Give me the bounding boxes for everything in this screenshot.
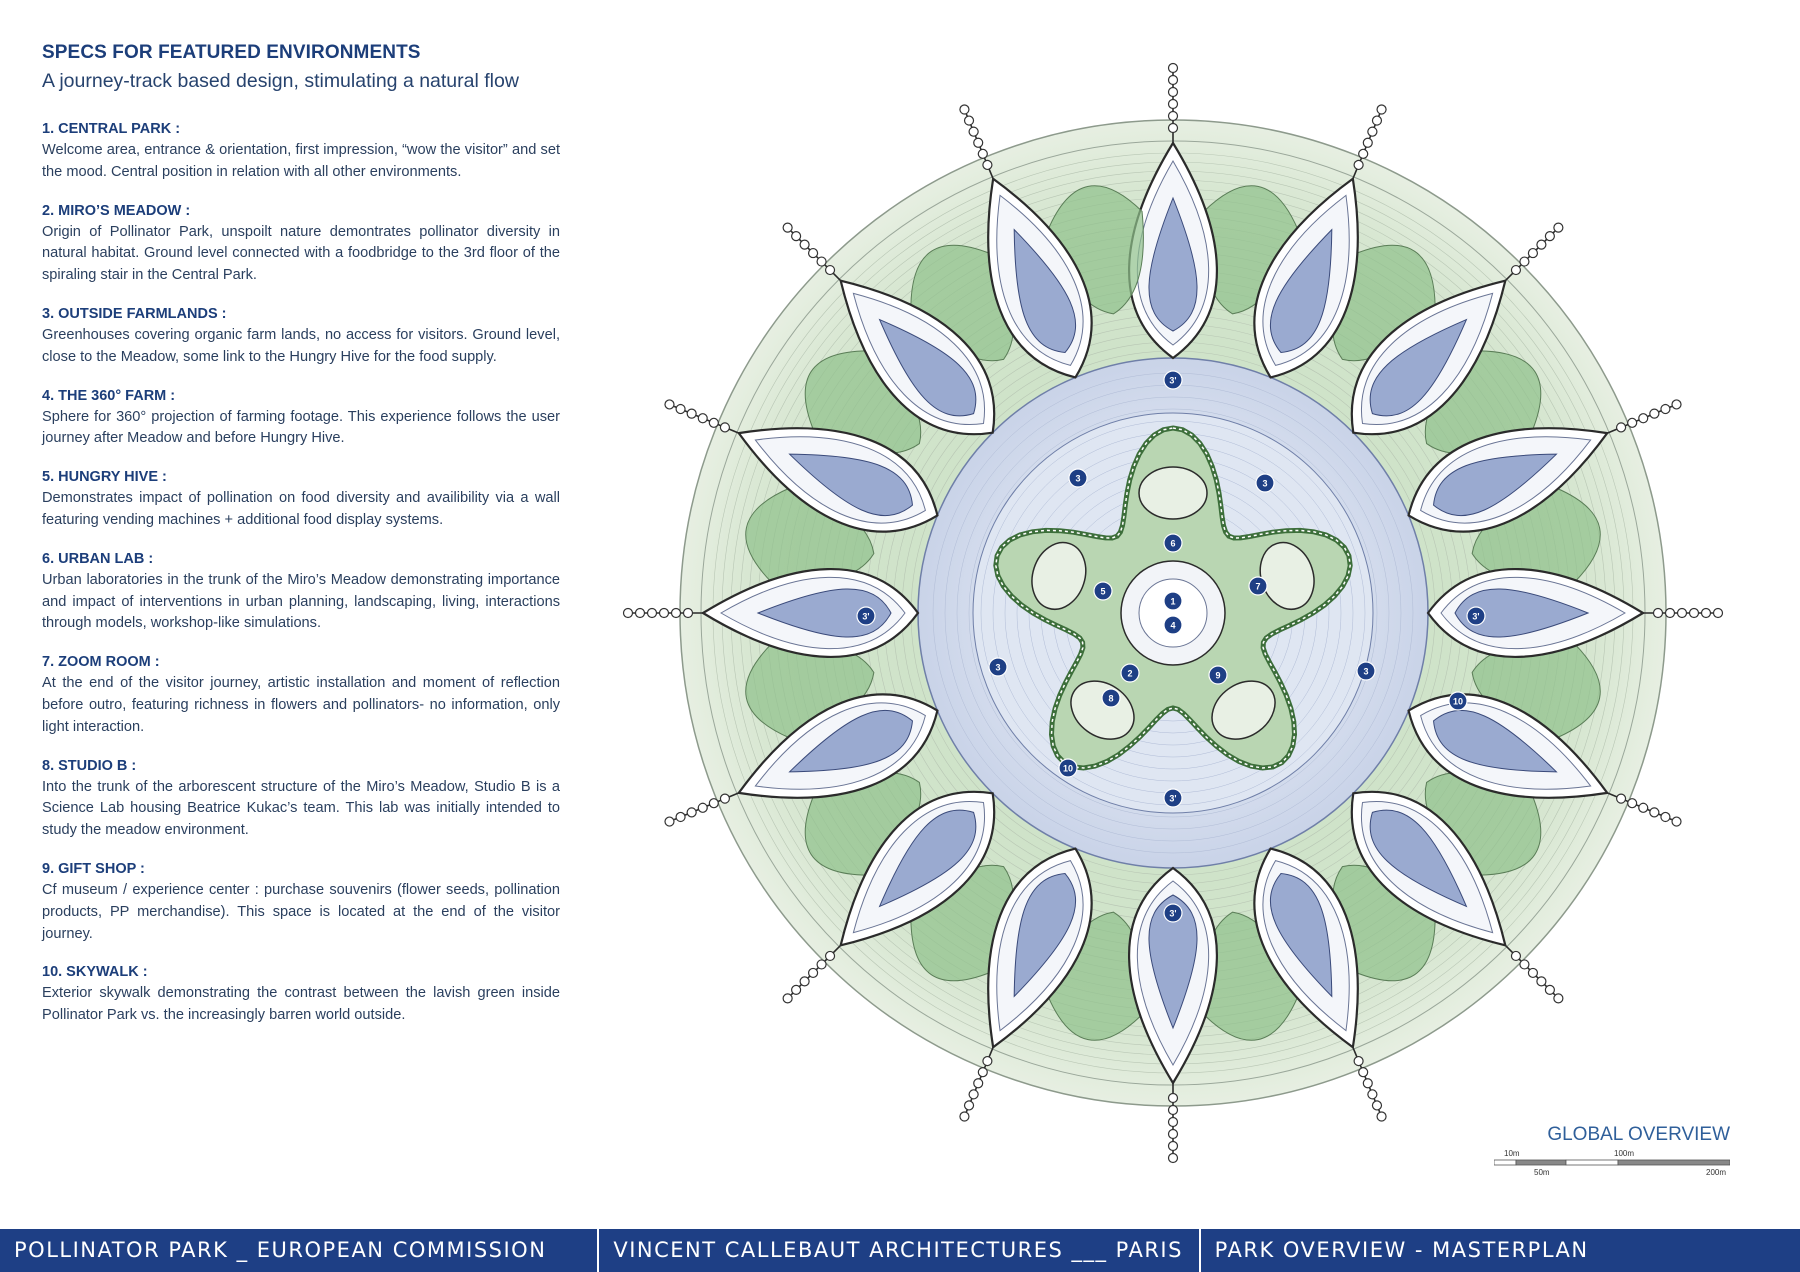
marker-outer-farmland-label: 3'	[862, 611, 870, 622]
environment-item-zoom-room	[42, 654, 560, 738]
skywalk-bead	[968, 126, 980, 138]
skywalk-bead	[660, 609, 669, 618]
marker-outer-farmland-label: 3'	[1169, 375, 1177, 386]
skywalk-bead	[664, 399, 676, 411]
marker-skywalk-label: 10	[1062, 763, 1074, 774]
skywalk-bead	[1169, 76, 1178, 85]
marker-outer-farmland-label: 3'	[1169, 793, 1177, 804]
skywalk-bead	[686, 806, 698, 818]
environment-title: 10. SKYWALK :	[42, 964, 148, 981]
global-overview-label: GLOBAL OVERVIEW	[1547, 1124, 1730, 1145]
skywalk-bead	[636, 609, 645, 618]
skywalk-bead	[963, 115, 975, 127]
skywalk-bead	[672, 609, 681, 618]
marker-hungry-hive-label: 5	[1100, 586, 1106, 597]
marker-outer-farmland-label: 3'	[1472, 611, 1480, 622]
marker-farmland-label: 3	[1075, 473, 1081, 484]
skywalk-bead	[1169, 1094, 1178, 1103]
environment-list	[42, 121, 560, 1027]
environment-description: Origin of Pollinator Park, unspoilt nature demontrates pollinator diversity in natural habitat. Ground level connected with a foodbridge to the 3rd floor of the spiraling stair in the Central Park.	[42, 223, 560, 284]
skywalk-bead	[1690, 609, 1699, 618]
skywalk-bead	[1648, 806, 1660, 818]
skywalk-bead	[1637, 412, 1649, 424]
environment-title: 7. ZOOM ROOM :	[42, 654, 160, 671]
marker-farmland-label: 3	[1262, 478, 1268, 489]
skywalk-bead	[1169, 1130, 1178, 1139]
environment-item-studio-b	[42, 758, 560, 842]
environment-title: 4. THE 360° FARM :	[42, 387, 176, 404]
footer-project: POLLINATOR PARK _ EUROPEAN COMMISSION	[14, 1238, 547, 1262]
skywalk-bead	[697, 802, 709, 814]
skywalk-bead	[697, 412, 709, 424]
marker-zoom-room-label: 7	[1255, 581, 1261, 592]
skywalk-bead	[959, 104, 971, 116]
skywalk-bead	[1714, 609, 1723, 618]
environment-description: Sphere for 360° projection of farming footage. This experience follows the user journey after Meadow and before Hungry Hive.	[42, 408, 560, 447]
marker-gift-shop-label: 9	[1215, 670, 1221, 681]
skywalk-bead	[963, 1100, 975, 1112]
skywalk-bead	[1654, 609, 1663, 618]
environment-item-hungry-hive	[42, 469, 560, 532]
environment-description: Exterior skywalk demonstrating the contrast between the lavish green inside Pollinator Park vs. the increasingly barren world outside.	[42, 985, 560, 1024]
specs-title: SPECS FOR FEATURED ENVIRONMENTS	[42, 42, 421, 63]
skywalk-bead	[675, 403, 687, 415]
environment-item-central-park	[42, 121, 560, 184]
specs-subtitle: A journey-track based design, stimulating a natural flow	[42, 70, 519, 92]
skywalk-bead	[1362, 1077, 1374, 1089]
skywalk-bead	[1376, 104, 1388, 116]
scale-label-10m: 10m	[1504, 1149, 1520, 1158]
scale-segment	[1494, 1160, 1516, 1165]
skywalk-bead	[1671, 399, 1683, 411]
scale-label-50m: 50m	[1534, 1168, 1550, 1177]
scale-segment	[1516, 1160, 1566, 1165]
environment-item-outside-farmlands	[42, 306, 560, 369]
environment-description: Cf museum / experience center : purchase souvenirs (flower seeds, pollination products, PP merchandise). This space is located at the end of the visitor journey.	[42, 881, 560, 942]
environment-item-urban-lab	[42, 551, 560, 635]
environment-title: 5. HUNGRY HIVE :	[42, 469, 167, 486]
environment-title: 3. OUTSIDE FARMLANDS :	[42, 305, 227, 322]
skywalk-bead	[959, 1111, 971, 1123]
marker-360-farm-label: 4	[1170, 620, 1176, 631]
environment-description: Welcome area, entrance & orientation, first impression, “wow the visitor” and set the mood. Central position in relation with all other environments.	[42, 142, 560, 180]
skywalk-bead	[624, 609, 633, 618]
skywalk-bead	[1371, 115, 1383, 127]
skywalk-bead	[1637, 802, 1649, 814]
environment-description: Demonstrates impact of pollination on food diversity and availibility via a wall featuring vending machines + additional food display systems.	[42, 490, 560, 528]
marker-miros-meadow-label: 2	[1127, 668, 1133, 679]
title-block	[0, 1229, 1800, 1272]
skywalk-bead	[1169, 124, 1178, 133]
footer-sheet: PARK OVERVIEW - MASTERPLAN	[1214, 1238, 1589, 1262]
marker-skywalk-label: 10	[1452, 696, 1464, 707]
specs-panel	[42, 42, 560, 1046]
marker-urban-lab-label: 6	[1170, 538, 1176, 549]
skywalk-bead	[1678, 609, 1687, 618]
skywalk-bead	[1666, 609, 1675, 618]
environment-title: 2. MIRO’S MEADOW :	[42, 202, 191, 219]
skywalk-bead	[1169, 64, 1178, 73]
skywalk-bead	[1366, 126, 1378, 138]
footer-architect: VINCENT CALLEBAUT ARCHITECTURES ___ PARIS	[613, 1238, 1183, 1262]
environment-item-skywalk	[42, 964, 560, 1027]
skywalk-bead	[1169, 1118, 1178, 1127]
skywalk-bead	[1169, 88, 1178, 97]
meadow-pod	[1139, 467, 1207, 519]
skywalk-bead	[1660, 811, 1672, 823]
central-park-core	[1139, 579, 1207, 647]
environment-description: Urban laboratories in the trunk of the Miro’s Meadow demonstrating importance and impact of interventions in urban planning, landscaping, living, interactions through models, workshop-like simulations.	[42, 571, 560, 632]
environment-item-360-farm	[42, 388, 560, 451]
marker-studio-b-label: 8	[1108, 693, 1114, 704]
marker-farmland-label: 3	[995, 662, 1001, 673]
environment-description: At the end of the visitor journey, artistic installation and moment of reflection before outro, featuring richness in flowers and pollinators- no information, only light interaction.	[42, 675, 560, 735]
skywalk-bead	[972, 1077, 984, 1089]
masterplan-diagram	[600, 30, 1800, 1220]
environment-title: 8. STUDIO B :	[42, 757, 137, 774]
skywalk-bead	[1671, 816, 1683, 828]
skywalk-bead	[1648, 408, 1660, 420]
skywalk-bead	[664, 816, 676, 828]
skywalk-bead	[1169, 112, 1178, 121]
skywalk-bead	[972, 137, 984, 149]
environment-title: 9. GIFT SHOP :	[42, 860, 145, 877]
environment-title: 6. URBAN LAB :	[42, 550, 154, 567]
skywalk-bead	[1169, 100, 1178, 109]
skywalk-bead	[684, 609, 693, 618]
skywalk-bead	[1376, 1111, 1388, 1123]
skywalk-bead	[968, 1088, 980, 1100]
scale-segment	[1566, 1160, 1618, 1165]
scale-label-200m: 200m	[1706, 1168, 1727, 1177]
marker-central-park-label: 1	[1170, 596, 1176, 607]
environment-title: 1. CENTRAL PARK :	[42, 121, 181, 137]
skywalk-bead	[1702, 609, 1711, 618]
environment-item-gift-shop	[42, 861, 560, 945]
global-overview	[1490, 1124, 1730, 1146]
skywalk-bead	[1366, 1088, 1378, 1100]
marker-farmland-label: 3	[1363, 666, 1369, 677]
environment-description: Greenhouses covering organic farm lands, no access for visitors. Ground level, close to the Meadow, some link to the Hungry Hive for the food supply.	[42, 326, 560, 365]
marker-outer-farmland-label: 3'	[1169, 908, 1177, 919]
skywalk-bead	[1169, 1106, 1178, 1115]
scale-segment	[1618, 1160, 1730, 1165]
skywalk-bead	[686, 408, 698, 420]
skywalk-bead	[648, 609, 657, 618]
skywalk-bead	[1362, 137, 1374, 149]
skywalk-bead	[675, 811, 687, 823]
skywalk-bead	[1371, 1100, 1383, 1112]
environment-item-miros-meadow	[42, 203, 560, 287]
skywalk-bead	[1169, 1142, 1178, 1151]
scale-bar	[1494, 1148, 1730, 1184]
environment-description: Into the trunk of the arborescent structure of the Miro’s Meadow, Studio B is a Science Lab housing Beatrice Kukac’s team. This lab was initially intended to study the meadow environment.	[42, 778, 560, 839]
skywalk-bead	[1169, 1154, 1178, 1163]
skywalk-bead	[1660, 403, 1672, 415]
scale-label-100m: 100m	[1614, 1149, 1635, 1158]
